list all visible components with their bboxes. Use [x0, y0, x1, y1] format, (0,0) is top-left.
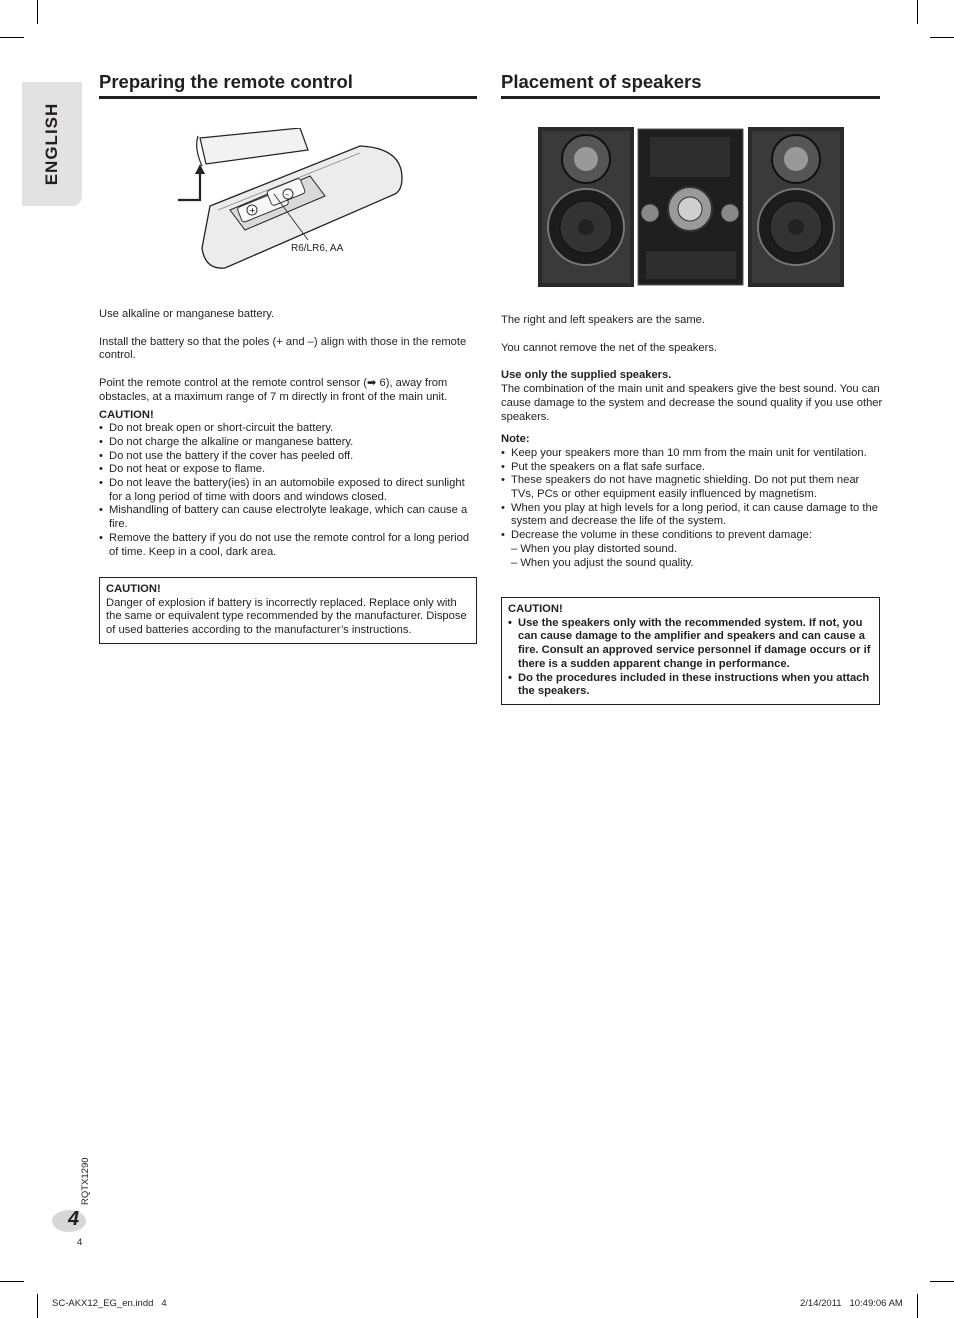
list-item: • Mishandling of battery can cause electrolyte leakage, which can cause a fire.	[99, 504, 479, 531]
list-item: • Remove the battery if you do not use the remote control for a long period of time. Keep in a cool, dark area.	[99, 532, 479, 559]
page-number-small: 4	[77, 1237, 83, 1248]
caution-heading: CAUTION!	[99, 408, 154, 421]
list-item: • Do not use the battery if the cover has peeled off.	[99, 450, 479, 464]
list-item: • These speakers do not have magnetic shielding. Do not put them near TVs, PCs or other equipment easily influenced by magnetism.	[501, 474, 883, 501]
document-code: RQTX1290	[80, 1157, 91, 1205]
note-sublist	[501, 543, 883, 570]
list-item: • Do the procedures included in these instructions when you attach the speakers.	[508, 672, 873, 699]
speaker-system-photo	[538, 127, 844, 287]
crop-mark	[0, 1281, 24, 1282]
subheading: Use only the supplied speakers.	[501, 369, 672, 382]
paragraph: Point the remote control at the remote control sensor (➡ 6), away from obstacles, at a maximum range of 7 m directly in front of the main unit.	[99, 377, 448, 403]
note-heading: Note:	[501, 433, 530, 446]
crop-mark	[917, 1294, 918, 1318]
list-item: – When you play distorted sound.	[511, 542, 678, 555]
list-item: • Use the speakers only with the recommended system. If not, you can cause damage to the amplifier and speakers and can cause a fire. Consult an approved service personnel if damage occurs or if there is a sudden apparent change in performance.	[508, 617, 873, 672]
list-item: • Keep your speakers more than 10 mm from the main unit for ventilation.	[501, 447, 883, 461]
svg-text:+: +	[249, 206, 256, 215]
crop-mark	[917, 0, 918, 24]
caution-list	[508, 617, 873, 699]
caution-list	[99, 422, 479, 559]
page-number-large: 4	[68, 1208, 80, 1230]
remote-battery-illustration	[170, 128, 410, 270]
crop-mark	[930, 37, 954, 38]
print-timestamp: 2/14/2011 10:49:06 AM	[800, 1298, 903, 1309]
language-tab	[22, 82, 82, 206]
note-list	[501, 447, 883, 543]
paragraph: The right and left speakers are the same.	[501, 314, 705, 326]
list-item: • Do not leave the battery(ies) in an automobile exposed to direct sunlight for a long period of time with doors and windows closed.	[99, 477, 479, 504]
title-rule	[99, 96, 477, 99]
remote-instructions	[99, 308, 479, 573]
battery-caution-box	[99, 577, 477, 644]
language-label: ENGLISH	[42, 102, 61, 186]
list-item: • Decrease the volume in these conditions to prevent damage:	[501, 529, 883, 543]
caution-heading: CAUTION!	[106, 583, 161, 595]
caution-text: Danger of explosion if battery is incorrectly replaced. Replace only with the same or equivalent type recommended by the manufacturer. Dispose of used batteries according to the manufacturer’s instructions.	[106, 596, 467, 637]
speakers-section-title: Placement of speakers	[501, 71, 702, 92]
file-name: SC-AKX12_EG_en.indd 4	[52, 1298, 167, 1309]
paragraph: Use alkaline or manganese battery.	[99, 308, 275, 320]
paragraph: The combination of the main unit and speakers give the best sound. You can cause damage to the system and decrease the sound quality if you use other speakers.	[501, 383, 883, 423]
crop-mark	[930, 1281, 954, 1282]
crop-mark	[0, 37, 24, 38]
battery-type-label: R6/LR6, AA	[291, 243, 344, 254]
list-item: • Do not break open or short-circuit the battery.	[99, 422, 479, 436]
list-item: – When you adjust the sound quality.	[511, 556, 694, 569]
list-item: • Do not charge the alkaline or manganese battery.	[99, 436, 479, 450]
title-rule	[501, 96, 880, 99]
list-item: • When you play at high levels for a long period, it can cause damage to the system and decrease the life of the system.	[501, 502, 883, 529]
speaker-caution-box	[501, 597, 880, 705]
page-number-badge	[52, 1210, 86, 1232]
crop-mark	[37, 0, 38, 24]
paragraph: Install the battery so that the poles (+ and –) align with those in the remote control.	[99, 335, 467, 362]
remote-section-title: Preparing the remote control	[99, 71, 353, 92]
list-item: • Do not heat or expose to flame.	[99, 463, 479, 477]
paragraph: You cannot remove the net of the speakers.	[501, 341, 718, 354]
speaker-instructions	[501, 314, 883, 570]
list-item: • Put the speakers on a flat safe surface.	[501, 461, 883, 475]
caution-heading: CAUTION!	[508, 603, 563, 615]
crop-mark	[37, 1294, 38, 1318]
svg-text:–: –	[285, 190, 289, 199]
